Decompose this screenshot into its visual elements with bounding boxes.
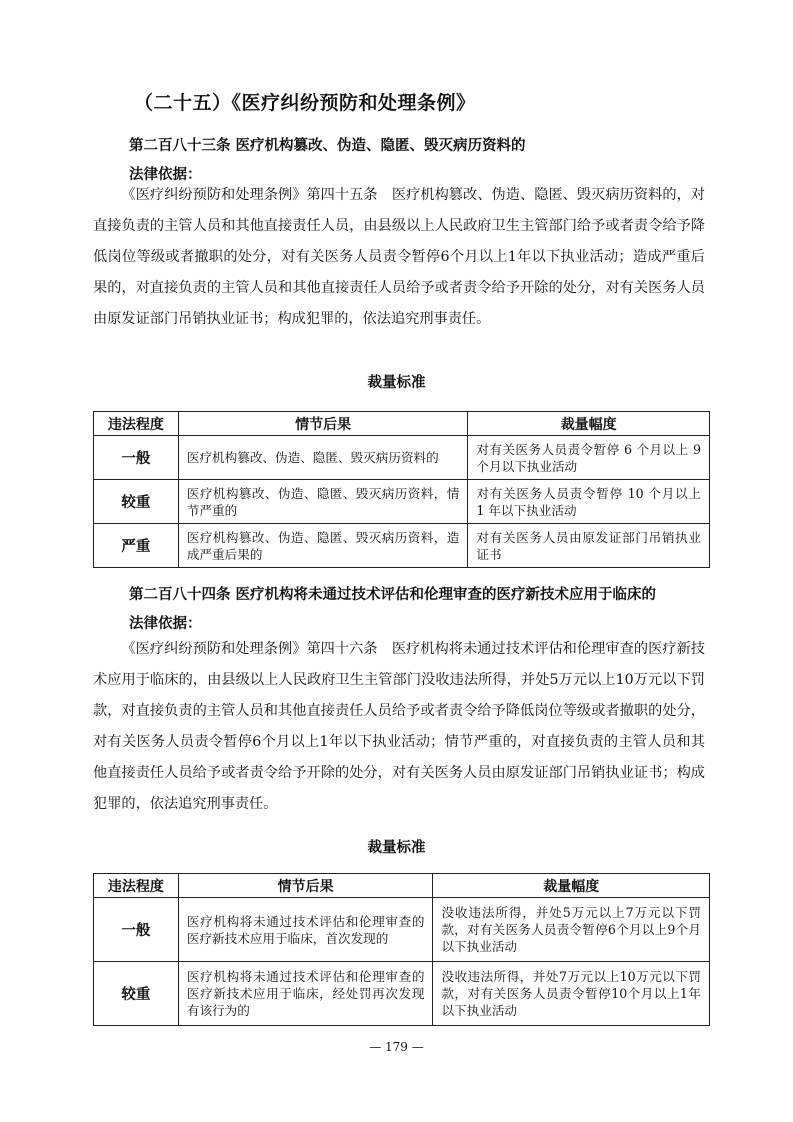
header-circumstance: 情节后果 <box>178 874 433 898</box>
standard-title-284: 裁量标准 <box>367 840 426 856</box>
row-circumstance: 医疗机构篡改、伪造、隐匿、毁灭病历资料的 <box>178 436 468 480</box>
section-title: （二十五）《医疗纠纷预防和处理条例》 <box>134 92 476 114</box>
basis-label-283: 法律依据： <box>129 167 202 183</box>
row-penalty: 没收违法所得，并处5万元以上7万元以下罚款，对有关医务人员责令暂停6个月以上9个月以下执业活动 <box>433 898 710 962</box>
row-penalty: 对有关医务人员责令暂停 10 个月以上 1 年以下执业活动 <box>468 480 710 524</box>
header-penalty: 裁量幅度 <box>468 412 710 436</box>
row-penalty: 对有关医务人员责令暂停 6 个月以上 9 个月以下执业活动 <box>468 436 710 480</box>
header-level: 违法程度 <box>94 412 179 436</box>
standard-table-284 <box>93 873 710 1026</box>
table-row <box>94 436 710 480</box>
table-header-row <box>94 412 710 436</box>
basis-label-284: 法律依据： <box>129 616 202 632</box>
table-row <box>94 962 710 1026</box>
page-number: — 179 — <box>369 1040 424 1054</box>
row-circumstance: 医疗机构将未通过技术评估和伦理审查的医疗新技术应用于临床，经处罚再次发现有该行为的 <box>178 962 433 1026</box>
basis-text-283: 《医疗纠纷预防和处理条例》第四十五条 医疗机构篡改、伪造、隐匿、毁灭病历资料的，对直接负责的主管人员和其他直接责任人员，由县级以上人民政府卫生主管部门给予或者责令给予降低岗位等级或者撤职的处分，对有关医务人员责令暂停6个月以上1年以下执业活动；造成严重后果的，对直接负责的主管人员和其他直接责任人员给予或者责令给予开除的处分，对有关医务人员由原发证部门吊销执业证书；构成犯罪的，依法追究刑事责任。 <box>93 187 705 327</box>
row-circumstance: 医疗机构将未通过技术评估和伦理审查的医疗新技术应用于临床，首次发现的 <box>178 898 433 962</box>
row-circumstance: 医疗机构篡改、伪造、隐匿、毁灭病历资料，造成严重后果的 <box>178 524 468 568</box>
table-row <box>94 524 710 568</box>
row-penalty: 没收违法所得，并处7万元以上10万元以下罚款，对有关医务人员责令暂停10个月以上1年以下执业活动 <box>433 962 710 1026</box>
article-title-283: 第二百八十三条 医疗机构篡改、伪造、隐匿、毁灭病历资料的 <box>129 138 526 154</box>
row-level: 较重 <box>94 480 179 524</box>
article-title-284: 第二百八十四条 医疗机构将未通过技术评估和伦理审查的医疗新技术应用于临床的 <box>129 587 657 603</box>
header-level: 违法程度 <box>94 874 179 898</box>
table-row <box>94 480 710 524</box>
row-level: 一般 <box>94 436 179 480</box>
row-circumstance: 医疗机构篡改、伪造、隐匿、毁灭病历资料，情节严重的 <box>178 480 468 524</box>
standard-title-283: 裁量标准 <box>367 375 426 391</box>
table-row <box>94 898 710 962</box>
row-penalty: 对有关医务人员由原发证部门吊销执业证书 <box>468 524 710 568</box>
header-circumstance: 情节后果 <box>178 412 468 436</box>
table-header-row <box>94 874 710 898</box>
basis-text-284: 《医疗纠纷预防和处理条例》第四十六条 医疗机构将未通过技术评估和伦理审查的医疗新技术应用于临床的，由县级以上人民政府卫生主管部门没收违法所得，并处5万元以上10万元以下罚款，对直接负责的主管人员和其他直接责任人员给予或者责令给予降低岗位等级或者撤职的处分，对有关医务人员责令暂停6个月以上1年以下执业活动；情节严重的，对直接负责的主管人员和其他直接责任人员给予或者责令给予开除的处分，对有关医务人员由原发证部门吊销执业证书；构成犯罪的，依法追究刑事责任。 <box>93 641 705 812</box>
header-penalty: 裁量幅度 <box>433 874 710 898</box>
row-level: 严重 <box>94 524 179 568</box>
standard-table-283 <box>93 411 710 568</box>
row-level: 一般 <box>94 898 179 962</box>
row-level: 较重 <box>94 962 179 1026</box>
